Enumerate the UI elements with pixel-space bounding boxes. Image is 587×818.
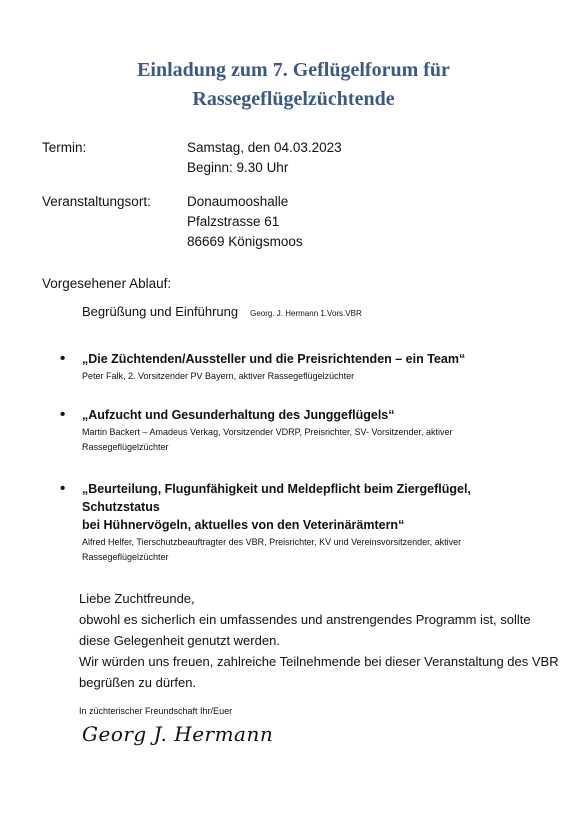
letter-body [79,588,569,693]
letter-line-1: obwohl es sicherlich ein umfassendes und anstrengendes Programm ist, sollte [79,612,531,627]
agenda-item-body [82,406,530,455]
agenda-item-speaker-line-2: Rassegeflügelzüchter [82,442,169,452]
agenda-item-title-line-1: „Beurteilung, Flugunfähigkeit und Meldepflicht beim Ziergeflügel, Schutzstatus [82,482,471,514]
agenda-item-speaker-line-2: Rassegeflügelzüchter [82,552,169,562]
location-city: 86669 Königsmoos [187,234,303,249]
title-line-1: Einladung zum 7. Geflügelforum für [137,59,450,81]
termin-value [187,138,342,178]
bullet-icon: • [60,406,66,423]
location-venue: Donaumooshalle [187,194,289,209]
agenda-item-speaker: Peter Falk, 2. Vorsitzender PV Bayern, aktiver Rassegeflügelzüchter [82,371,355,381]
agenda-item-speaker-line-1: Martin Backert – Amadeus Verkag, Vorsitzender VDRP, Preisrichter, SV- Vorsitzender, aktiver [82,427,453,437]
letter-line-2: diese Gelegenheit genutzt werden. [79,633,280,648]
agenda-item-title: „Aufzucht und Gesunderhaltung des Junggeflügels“ [82,408,395,422]
closing-line: In züchterischer Freundschaft Ihr/Euer [79,706,233,716]
agenda-item-body [82,350,530,384]
welcome-line [82,303,362,323]
location-value [187,192,303,252]
schedule-label: Vorgesehener Ablauf: [42,276,172,291]
letter-salutation: Liebe Zuchtfreunde, [79,591,195,606]
agenda-item-title [82,480,530,534]
agenda-item-body [82,480,530,565]
agenda-item-speaker-line-1: Alfred Helfer, Tierschutzbeauftragter des VBR, Preisrichter, KV und Vereinsvorsitzender, aktiver [82,537,462,547]
signature: Georg J. Hermann [82,722,274,746]
termin-date: Samstag, den 04.03.2023 [187,140,342,155]
bullet-icon: • [60,480,66,497]
welcome-by: Georg. J. Hermann 1.Vors.VBR [250,309,362,318]
page-title [0,56,587,114]
agenda-item-speaker [82,425,530,455]
bullet-icon: • [60,350,66,367]
termin-start: Beginn: 9.30 Uhr [187,160,289,175]
agenda-item-title: „Die Züchtenden/Aussteller und die Preisrichtenden – ein Team“ [82,352,466,366]
welcome-text: Begrüßung und Einführung [82,304,239,319]
location-street: Pfalzstrasse 61 [187,214,280,229]
letter-line-4: begrüßen zu dürfen. [79,675,197,690]
agenda-item-speaker [82,535,530,565]
location-label: Veranstaltungsort: [42,194,151,209]
title-line-2: Rassegeflügelzüchtende [192,88,395,110]
letter-line-3: Wir würden uns freuen, zahlreiche Teilnehmende bei dieser Veranstaltung des VBR [79,654,559,669]
termin-label: Termin: [42,140,87,155]
agenda-item-title-line-2: bei Hühnervögeln, aktuelles von den Veterinärämtern“ [82,518,405,532]
